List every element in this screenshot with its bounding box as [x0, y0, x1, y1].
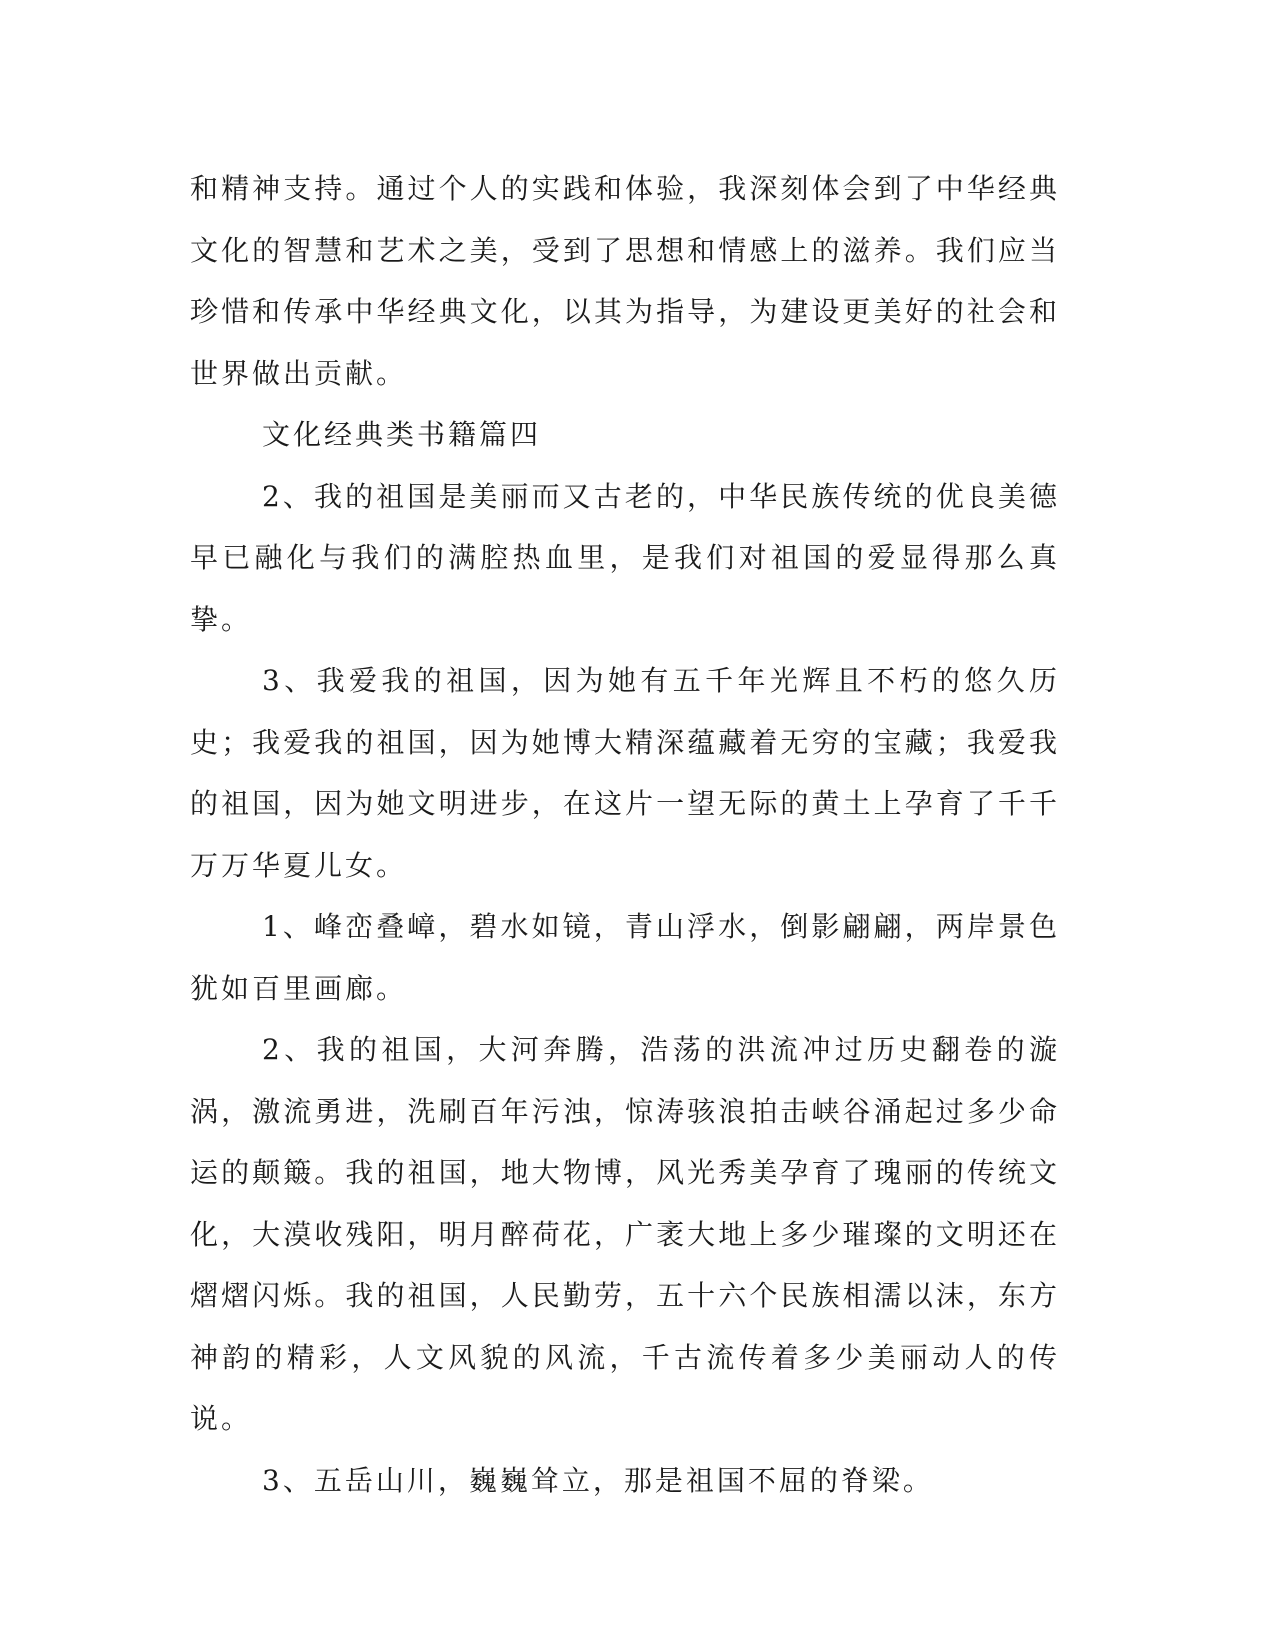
paragraph: 2、我的祖国，大河奔腾，浩荡的洪流冲过历史翻卷的漩涡，激流勇进，洗刷百年污浊，惊涛骇浪拍击峡谷涌起过多少命运的颠簸。我的祖国，地大物博，风光秀美孕育了瑰丽的传统文化，大漠收残阳，明月醉荷花，广袤大地上多少璀璨的文明还在熠熠闪烁。我的祖国，人民勤劳，五十六个民族相濡以沫，东方神韵的精彩，人文风貌的风流，千古流传着多少美丽动人的传说。 [190, 1033, 1060, 1435]
paragraph: 3、五岳山川，巍巍耸立，那是祖国不屈的脊梁。 [262, 1463, 934, 1497]
paragraph: 1、峰峦叠嶂，碧水如镜，青山浮水，倒影翩翩，两岸景色犹如百里画廊。 [190, 910, 1060, 1005]
paragraph-continuation: 和精神支持。通过个人的实践和体验，我深刻体会到了中华经典文化的智慧和艺术之美，受到了思想和情感上的滋养。我们应当珍惜和传承中华经典文化，以其为指导，为建设更美好的社会和世界做出贡献。 [190, 172, 1060, 390]
document-body [190, 158, 1060, 1511]
section-heading: 文化经典类书籍篇四 [262, 418, 542, 451]
paragraph: 2、我的祖国是美丽而又古老的，中华民族传统的优良美德早已融化与我们的满腔热血里，是我们对祖国的爱显得那么真挚。 [190, 479, 1060, 636]
paragraph: 3、我爱我的祖国，因为她有五千年光辉且不朽的悠久历史；我爱我的祖国，因为她博大精深蕴藏着无穷的宝藏；我爱我的祖国，因为她文明进步，在这片一望无际的黄土上孕育了千千万万华夏儿女。 [190, 664, 1060, 882]
